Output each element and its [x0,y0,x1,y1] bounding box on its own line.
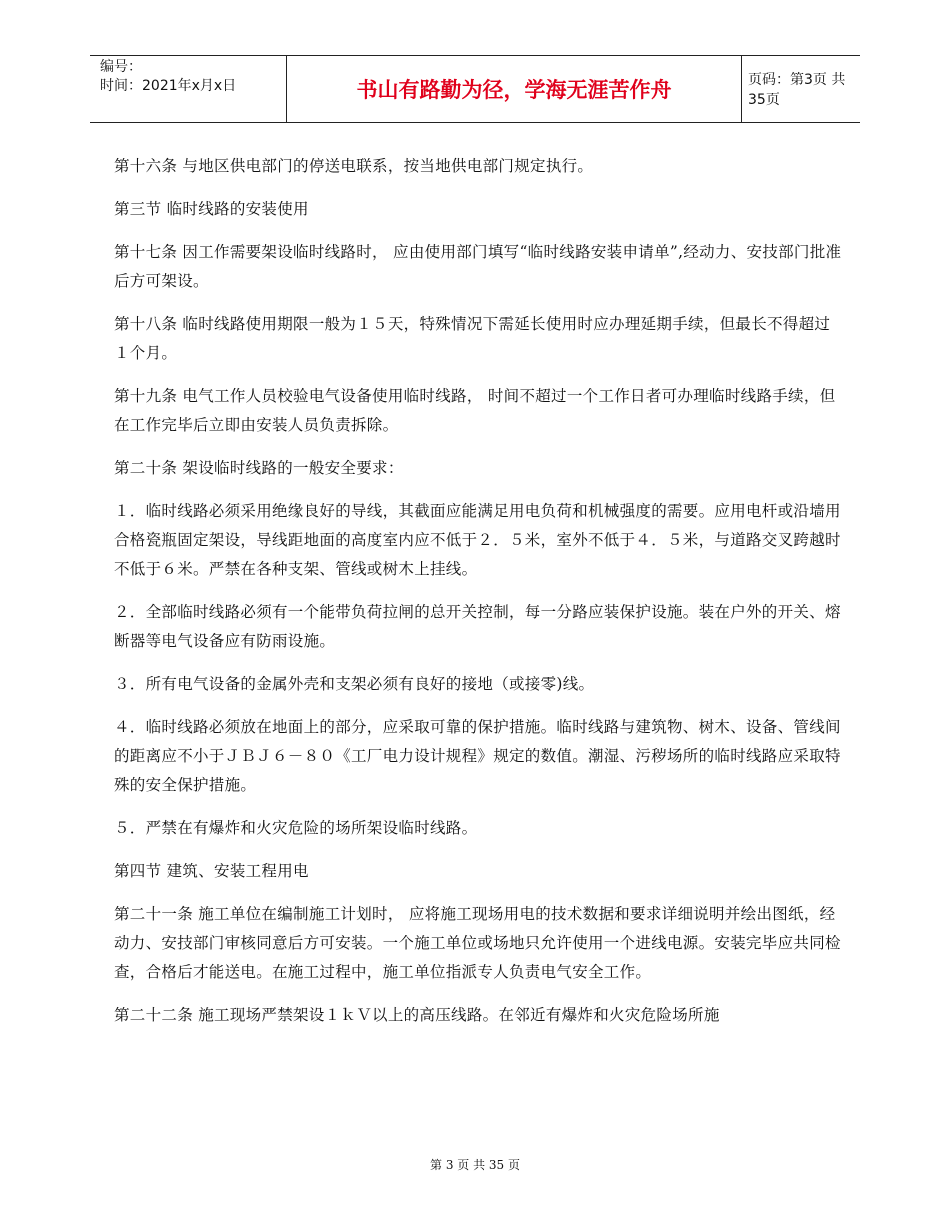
header-left-block [100,58,290,96]
paragraph-article-21: 第二十一条 施工单位在编制施工计划时， 应将施工现场用电的技术数据和要求详细说明并绘出图纸，经动力、安技部门审核同意后方可安装。一个施工单位或场地只允许使用一个进线电源。安装完毕应共同检查，合格后才能送电。在施工过程中，施工单位指派专人负责电气安全工作。 [114,905,841,981]
header-motto: 书山有路勤为径，学海无涯苦作舟 [286,56,742,122]
section-heading-4: 第四节 建筑、安装工程用电 [114,862,309,880]
paragraph-article-16: 第十六条 与地区供电部门的停送电联系，按当地供电部门规定执行。 [114,157,594,175]
page-footer: 第 3 页 共 35 页 [430,1158,520,1172]
section-heading-3: 第三节 临时线路的安装使用 [114,200,309,218]
paragraph-article-20: 第二十条 架设临时线路的一般安全要求： [114,459,404,477]
list-item-4: ４．临时线路必须放在地面上的部分，应采取可靠的保护措施。临时线路与建筑物、树木、设备、管线间的距离应不小于ＪＢＪ６－８０《工厂电力设计规程》规定的数值。潮湿、污秽场所的临时线路应采取特殊的安全保护措施。 [114,718,841,794]
document-time-label: 时间：2021年x月x日 [100,78,237,94]
list-item-2: ２．全部临时线路必须有一个能带负荷拉闸的总开关控制，每一分路应装保护设施。装在户外的开关、熔断器等电气设备应有防雨设施。 [114,603,841,650]
paragraph-article-18: 第十八条 临时线路使用期限一般为１５天，特殊情况下需延长使用时应办理延期手续，但最长不得超过１个月。 [114,315,831,362]
page-header [90,55,860,123]
paragraph-article-19: 第十九条 电气工作人员校验电气设备使用临时线路， 时间不超过一个工作日者可办理临时线路手续，但在工作完毕后立即由安装人员负责拆除。 [114,387,836,434]
document-body [114,152,844,1044]
list-item-1: １．临时线路必须采用绝缘良好的导线，其截面应能满足用电负荷和机械强度的需要。应用电杆或沿墙用合格瓷瓶固定架设，导线距地面的高度室内应不低于２．５米，室外不低于４．５米，与道路交叉跨越时不低于６米。严禁在各种支架、管线或树木上挂线。 [114,502,841,578]
list-item-5: ５．严禁在有爆炸和火灾危险的场所架设临时线路。 [114,819,478,837]
paragraph-article-17: 第十七条 因工作需要架设临时线路时， 应由使用部门填写“临时线路安装申请单”,经动力、安技部门批准后方可架设。 [114,243,842,290]
paragraph-article-22: 第二十二条 施工现场严禁架设１ｋＶ以上的高压线路。在邻近有爆炸和火灾危险场所施 [114,1006,720,1024]
document-number-label: 编号： [100,59,142,75]
list-item-3: ３．所有电气设备的金属外壳和支架必须有良好的接地（或接零)线。 [114,675,595,693]
header-page-info: 页码：第3页 共35页 [748,72,846,108]
